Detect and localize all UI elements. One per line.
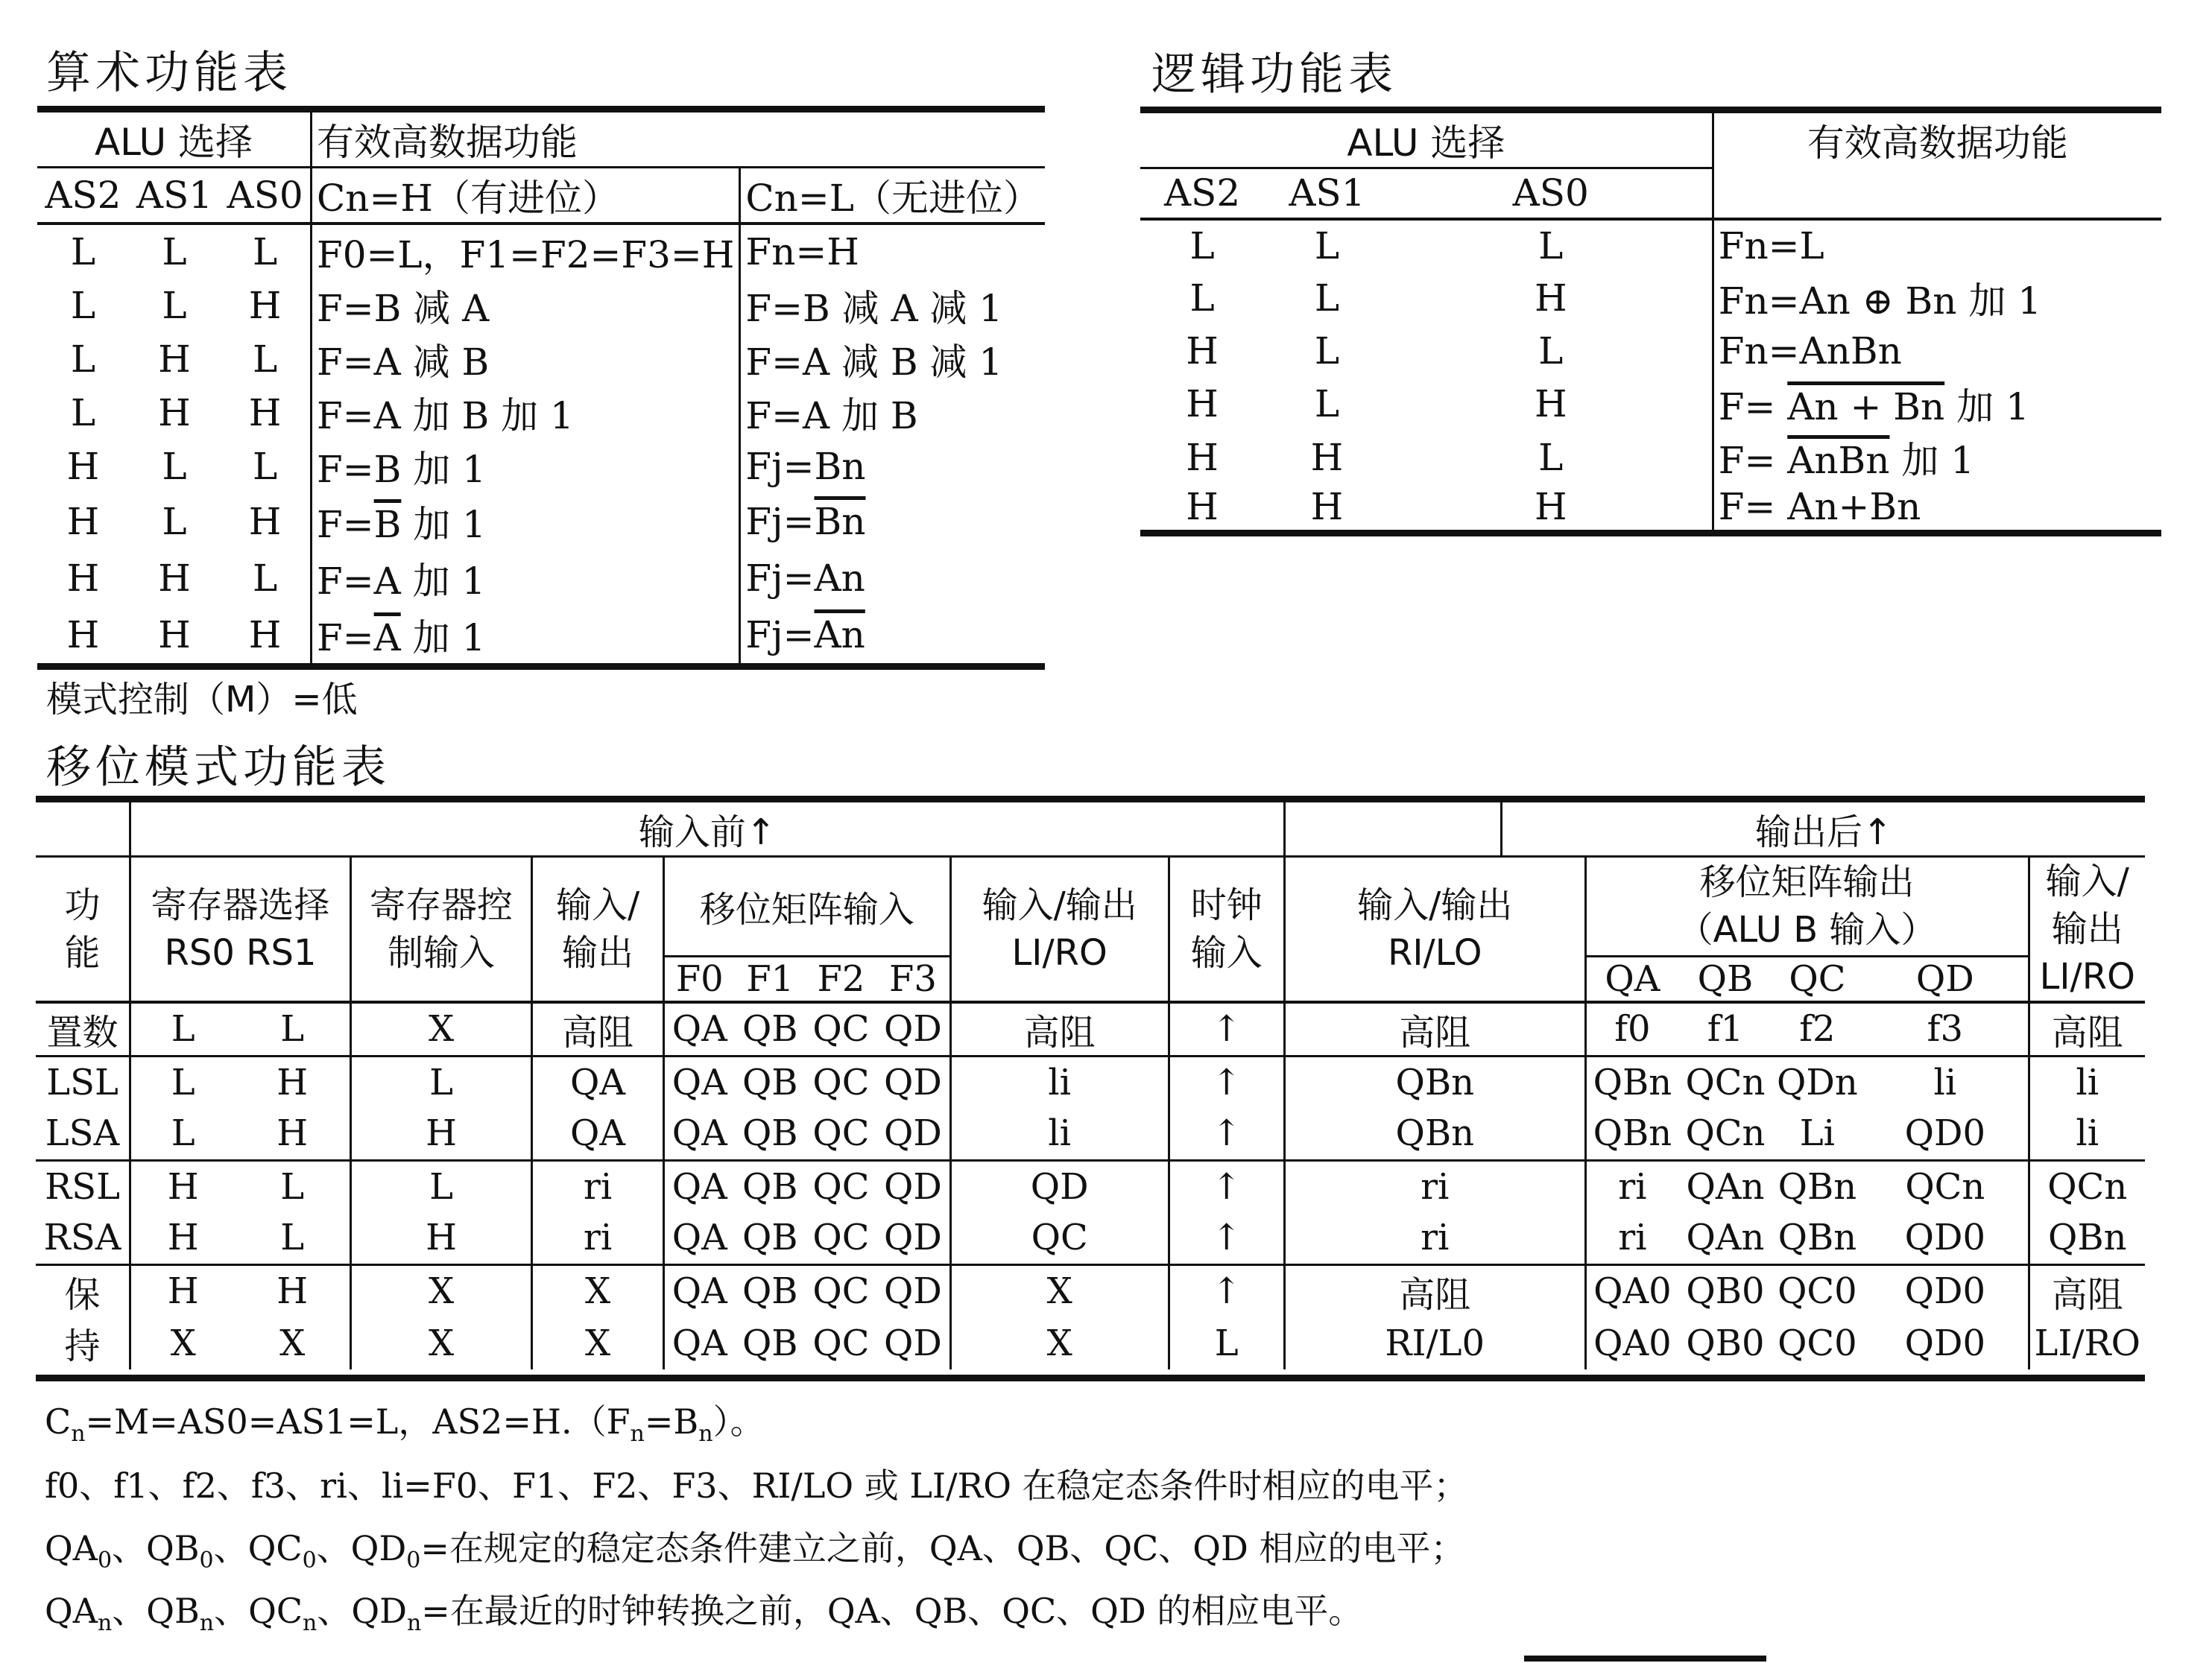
shift-cell-clock: ↑ <box>1169 1212 1284 1264</box>
shift-cell-rs0: L <box>171 1112 195 1155</box>
arith-cell-as1: H <box>158 391 191 434</box>
arith-cn-low-header: Cn=L（无进位） <box>745 177 1040 220</box>
logic-cell-function: Fn=AnBn <box>1718 329 1902 373</box>
shift-cell-matrix-in: QB <box>742 1322 798 1364</box>
logic-cell-function: Fn=An ⊕ Bn 加 1 <box>1718 279 2042 323</box>
shift-cell-control: H <box>350 1212 531 1264</box>
arith-cell-as0: H <box>220 606 311 666</box>
arith-cell-cn-high: F=A 加 1 <box>312 550 740 606</box>
arith-cell-cn-low: Fj=An <box>745 557 865 600</box>
arith-row <box>37 606 1045 666</box>
formula-prefix: F= <box>317 615 374 659</box>
shift-cell-clock: ↑ <box>1169 1264 1284 1317</box>
shift-header-register-control: 寄存器控 制输入 <box>350 856 531 1002</box>
shift-cell-matrix-in: QB <box>742 1061 798 1103</box>
shift-cell-matrix-in: QC <box>812 1270 870 1312</box>
arith-col-as0: AS0 <box>220 168 311 224</box>
shift-cell-matrix-out: QB0 <box>1686 1270 1765 1312</box>
shift-cell-rs1: H <box>235 1264 350 1317</box>
shift-cell-io: 高阻 <box>532 1002 664 1057</box>
formula-suffix: 加 1 <box>1944 384 2029 428</box>
shift-cell-clock: ↑ <box>1169 1108 1284 1160</box>
shift-cell-matrix-out: QA0 <box>1593 1270 1672 1312</box>
shift-cell-matrix-in: QC <box>812 1322 870 1364</box>
logic-row <box>1140 219 2161 271</box>
arith-row <box>37 332 1045 386</box>
formula-suffix: 加 1 <box>401 503 486 546</box>
formula-negated-term: $\overline{B}$ <box>373 503 402 546</box>
arith-cell-cn-high <box>312 493 740 550</box>
logic-cell-as1: L <box>1314 276 1340 320</box>
shift-cell-matrix-out: li <box>1862 1056 2029 1108</box>
shift-cell-liro-out: li <box>2076 1112 2099 1155</box>
logic-cell-function: Fn=L <box>1718 224 1824 267</box>
shift-cell-matrix-in: QD <box>876 1108 950 1160</box>
shift-cell-rs1: H <box>235 1108 350 1160</box>
logic-col-as1: AS1 <box>1289 171 1365 215</box>
arith-cell-as0: H <box>220 279 311 332</box>
shift-cell-matrix-out: Li <box>1799 1112 1835 1155</box>
logic-table <box>1140 113 2161 536</box>
shift-row <box>36 1002 2145 1057</box>
arith-cn-high-header: Cn=H（有进位） <box>312 168 740 224</box>
arith-effective-header: 有效高数据功能 <box>317 121 578 164</box>
shift-col-f0: F0 <box>663 956 734 1001</box>
shift-cell-rs0: H <box>167 1165 199 1208</box>
shift-bottom-rule <box>36 1375 2145 1381</box>
note-levels: f0、f1、f2、f3、ri、li=F0、F1、F2、F3、RI/LO 或 LI/RO 在稳定态条件时相应的电平； <box>45 1466 1468 1506</box>
shift-cell-matrix-out: QBn <box>1593 1061 1672 1103</box>
shift-cell-rilo: QBn <box>1284 1056 1585 1108</box>
shift-cell-rs0: H <box>167 1217 199 1259</box>
shift-cell-rs1: H <box>235 1056 350 1108</box>
arith-cell-as2: L <box>70 284 96 327</box>
arith-cell-cn-low: Fn=H <box>745 230 859 273</box>
logic-row <box>1140 271 2161 325</box>
arith-row <box>37 550 1045 606</box>
shift-blank <box>1284 802 1501 856</box>
logic-effective-header: 有效高数据功能 <box>1807 121 2068 165</box>
shift-cell-matrix-out: ri <box>1618 1165 1647 1208</box>
logic-cell-as0: H <box>1390 484 1713 533</box>
shift-row <box>36 1317 2145 1369</box>
arith-cell-as0: L <box>220 550 311 606</box>
arith-cell-as2: H <box>66 500 100 543</box>
arith-cell-as1: L <box>162 445 187 488</box>
shift-cell-function: RSA <box>36 1212 130 1264</box>
arith-cell-as0: L <box>220 440 311 493</box>
shift-cell-io: X <box>532 1317 664 1369</box>
arith-cell-cn-high: F=A 加 B 加 1 <box>312 386 740 440</box>
shift-cell-matrix-in: QA <box>672 1270 727 1312</box>
arith-cell-cn-low: F=A 加 B <box>745 394 918 437</box>
shift-cell-liro: QD <box>950 1160 1169 1212</box>
shift-header-liro: 输入/输出 LI/RO <box>950 856 1169 1002</box>
shift-cell-matrix-out: f0 <box>1614 1008 1651 1050</box>
arith-cell-cn-high: F=A 减 B <box>312 332 740 386</box>
arith-cell-cn-low: F=B 减 A 减 1 <box>745 287 1003 330</box>
shift-header-clock: 时钟 输入 <box>1169 856 1284 1002</box>
shift-cell-rs0: L <box>171 1061 195 1103</box>
shift-cell-control: X <box>350 1317 531 1369</box>
shift-cell-liro-out: li <box>2076 1061 2099 1103</box>
shift-cell-matrix-in: QA <box>672 1061 727 1103</box>
shift-cell-liro: QC <box>950 1212 1169 1264</box>
arith-cell-as0: H <box>220 493 311 550</box>
logic-cell-as0: L <box>1390 219 1713 271</box>
formula-negated-term: $\overline{Bn}$ <box>814 500 866 543</box>
logic-cell-as0: H <box>1390 377 1713 431</box>
formula-negated-term: An + Bn <box>1787 384 1945 428</box>
shift-col-qa: QA <box>1585 956 1678 1001</box>
arith-cell-as2: H <box>66 557 100 600</box>
shift-cell-matrix-out: ri <box>1618 1217 1647 1259</box>
shift-cell-function: 置数 <box>36 1002 130 1057</box>
arith-cell-as0: L <box>220 332 311 386</box>
shift-cell-rs1: L <box>235 1160 350 1212</box>
shift-body <box>36 1002 2145 1369</box>
arith-cell-cn-high: F0=L，F1=F2=F3=H <box>312 224 740 279</box>
logic-row <box>1140 377 2161 431</box>
shift-cell-liro-out: QBn <box>2047 1217 2127 1259</box>
shift-header-matrix-output: 移位矩阵输出 （ALU B 输入） <box>1585 856 2029 956</box>
note-cn: $C_n=M=AS0=AS1=L$，$AS2=H.(F_n=B_n)$。 <box>45 1401 765 1448</box>
shift-cell-io: ri <box>532 1212 664 1264</box>
shift-cell-function: RSL <box>36 1160 130 1212</box>
shift-cell-matrix-in: QB <box>742 1217 798 1259</box>
logic-cell-as1: L <box>1314 224 1340 267</box>
arith-cell-as2: L <box>70 338 96 381</box>
shift-header-register-select: 寄存器选择 RS0 RS1 <box>130 856 351 1002</box>
shift-cell-matrix-in: QB <box>742 1008 798 1050</box>
shift-col-f1: F1 <box>735 956 806 1001</box>
shift-cell-matrix-in: QA <box>672 1322 727 1364</box>
formula-prefix: F= <box>1718 438 1788 482</box>
formula-prefix: Fj= <box>745 612 815 656</box>
shift-col-qb: QB <box>1678 956 1772 1001</box>
shift-cell-liro-out: 高阻 <box>2051 1011 2123 1054</box>
shift-cell-rilo: QBn <box>1284 1108 1585 1160</box>
shift-col-qd: QD <box>1862 956 2029 1001</box>
arith-col-as1: AS1 <box>136 174 213 217</box>
shift-cell-matrix-in: QD <box>876 1002 950 1057</box>
shift-cell-liro: X <box>950 1264 1169 1317</box>
logic-cell-as1: L <box>1314 381 1340 425</box>
logic-cell-as2: L <box>1189 224 1215 267</box>
logic-cell-as2: H <box>1186 381 1219 425</box>
formula-negated-term: $\overline{A}$ <box>373 615 401 659</box>
shift-cell-liro-out: LI/RO <box>2034 1322 2140 1364</box>
shift-cell-matrix-out: f3 <box>1862 1002 2029 1057</box>
shift-before-header: 输入前↑ <box>130 802 1285 856</box>
formula-negated-term: AnBn <box>1787 438 1890 482</box>
shift-row <box>36 1212 2145 1264</box>
arith-cell-as2: H <box>66 445 100 488</box>
shift-cell-rs1: X <box>235 1317 350 1369</box>
shift-cell-matrix-out: QAn <box>1686 1165 1765 1208</box>
shift-cell-control: L <box>350 1160 531 1212</box>
shift-cell-rs1: L <box>235 1002 350 1057</box>
shift-cell-matrix-out: QD0 <box>1862 1317 2029 1369</box>
shift-cell-control: X <box>350 1002 531 1057</box>
mode-control-note: 模式控制（M）=低 <box>46 679 358 720</box>
shift-cell-io: X <box>532 1264 664 1317</box>
shift-cell-matrix-out: QD0 <box>1862 1108 2029 1160</box>
shift-cell-io: QA <box>532 1108 664 1160</box>
shift-cell-matrix-out: QBn <box>1593 1112 1672 1155</box>
arith-cell-as1: L <box>162 500 187 543</box>
shift-cell-rs0: L <box>171 1008 195 1050</box>
arith-cell-cn-high <box>312 606 740 666</box>
shift-cell-function: LSA <box>36 1108 130 1160</box>
shift-cell-matrix-in: QC <box>812 1008 870 1050</box>
logic-top-rule <box>1140 107 2161 113</box>
arith-row <box>37 279 1045 332</box>
logic-col-as0: AS0 <box>1390 168 1713 219</box>
shift-cell-matrix-in: QD <box>876 1212 950 1264</box>
arith-cell-cn-low <box>740 606 1045 666</box>
bottom-rule <box>1524 1656 1766 1662</box>
arith-row <box>37 440 1045 493</box>
shift-cell-matrix-in: QD <box>876 1056 950 1108</box>
shift-header-function: 功 能 <box>36 856 130 1002</box>
arith-cell-as1: H <box>158 612 191 656</box>
logic-cell-as1: H <box>1310 435 1344 479</box>
arith-cell-cn-low: Fj=Bn <box>745 445 866 488</box>
shift-cell-control: X <box>350 1264 531 1317</box>
shift-cell-matrix-in: QA <box>672 1217 727 1259</box>
logic-row <box>1140 431 2161 484</box>
logic-cell-as2: H <box>1186 435 1219 479</box>
shift-row <box>36 1160 2145 1212</box>
shift-cell-clock: ↑ <box>1169 1056 1284 1108</box>
shift-cell-function: 保 <box>36 1264 130 1317</box>
shift-col-f2: F2 <box>806 956 876 1001</box>
arith-cell-cn-low <box>740 493 1045 550</box>
shift-col-f3: F3 <box>876 956 950 1001</box>
shift-row <box>36 1108 2145 1160</box>
shift-cell-liro: li <box>950 1056 1169 1108</box>
shift-cell-matrix-in: QC <box>812 1165 870 1208</box>
arith-cell-as2: L <box>70 391 96 434</box>
shift-cell-matrix-in: QC <box>812 1112 870 1155</box>
formula-suffix: 加 1 <box>400 615 486 659</box>
logic-cell-as2: H <box>1186 485 1219 529</box>
arith-row <box>37 224 1045 279</box>
logic-cell-as1: L <box>1314 329 1340 373</box>
shift-cell-matrix-in: QB <box>742 1165 798 1208</box>
arith-col-as2: AS2 <box>45 174 121 217</box>
shift-cell-matrix-in: QC <box>812 1217 870 1259</box>
shift-cell-matrix-out: f1 <box>1707 1008 1744 1050</box>
arith-cell-as1: H <box>158 338 191 381</box>
shift-cell-liro: 高阻 <box>950 1002 1169 1057</box>
shift-cell-matrix-in: QB <box>742 1270 798 1312</box>
shift-row <box>36 1056 2145 1108</box>
shift-cell-matrix-out: QCn <box>1685 1061 1766 1103</box>
arith-row <box>37 386 1045 440</box>
formula-suffix: 加 1 <box>1889 438 1975 482</box>
shift-header-io: 输入/ 输出 <box>532 856 664 1002</box>
logic-cell-function <box>1713 377 2161 431</box>
shift-cell-liro-out: 高阻 <box>2051 1273 2123 1316</box>
arith-cell-as0: L <box>220 224 311 279</box>
shift-cell-matrix-out: QAn <box>1686 1217 1765 1259</box>
logic-cell-as0: L <box>1390 325 1713 377</box>
arith-cell-as2: H <box>66 612 100 656</box>
arith-cell-as0: H <box>220 386 311 440</box>
shift-cell-function: LSL <box>36 1056 130 1108</box>
shift-cell-rilo: ri <box>1284 1212 1585 1264</box>
arith-cell-as1: L <box>162 230 187 273</box>
shift-cell-matrix-out: QD0 <box>1862 1264 2029 1317</box>
shift-col-qc: QC <box>1772 956 1863 1001</box>
formula-prefix: F= <box>1718 384 1788 428</box>
shift-cell-liro-out: QCn <box>2047 1165 2128 1208</box>
shift-cell-function: 持 <box>36 1317 130 1369</box>
logic-cell-function: F= An+Bn <box>1718 485 1921 529</box>
logic-cell-as0: H <box>1390 271 1713 325</box>
arith-row <box>37 493 1045 550</box>
arith-alu-select-header: ALU 选择 <box>37 113 312 168</box>
shift-cell-clock: ↑ <box>1169 1160 1284 1212</box>
arith-title: 算术功能表 <box>46 47 292 99</box>
arith-cell-cn-high: F=B 加 1 <box>312 440 740 493</box>
shift-cell-matrix-in: QA <box>672 1165 727 1208</box>
shift-cell-matrix-out: QD0 <box>1862 1212 2029 1264</box>
shift-cell-matrix-in: QA <box>672 1008 727 1050</box>
shift-top-rule <box>36 796 2145 802</box>
shift-cell-control: H <box>350 1108 531 1160</box>
shift-cell-matrix-in: QD <box>876 1264 950 1317</box>
logic-cell-as0: L <box>1390 431 1713 484</box>
shift-header-matrix-input: 移位矩阵输入 <box>663 856 950 956</box>
logic-title: 逻辑功能表 <box>1151 48 1397 101</box>
shift-cell-rilo: ri <box>1284 1160 1585 1212</box>
shift-cell-matrix-out: QC0 <box>1777 1322 1857 1364</box>
arith-cell-cn-low: F=A 减 B 减 1 <box>745 340 1003 384</box>
shift-cell-rilo: RI/L0 <box>1284 1317 1585 1369</box>
shift-table <box>36 802 2145 1369</box>
logic-cell-function <box>1713 431 2161 484</box>
shift-cell-rs1: L <box>235 1212 350 1264</box>
shift-blank <box>36 802 130 856</box>
shift-cell-rs0: H <box>167 1270 199 1312</box>
shift-cell-liro: X <box>950 1317 1169 1369</box>
shift-after-header: 输出后↑ <box>1754 811 1893 853</box>
shift-cell-matrix-in: QD <box>876 1160 950 1212</box>
formula-prefix: F= <box>317 503 374 546</box>
shift-cell-matrix-out: QBn <box>1777 1165 1857 1208</box>
arith-cell-as1: H <box>158 557 191 600</box>
logic-cell-as2: L <box>1189 276 1215 320</box>
shift-cell-rs0: X <box>170 1322 196 1364</box>
shift-cell-clock: L <box>1169 1317 1284 1369</box>
shift-cell-rilo: 高阻 <box>1284 1002 1585 1057</box>
shift-cell-matrix-out: QB0 <box>1686 1322 1765 1364</box>
shift-cell-clock: ↑ <box>1169 1002 1284 1057</box>
arith-table <box>37 113 1045 670</box>
shift-title: 移位模式功能表 <box>46 741 391 794</box>
formula-negated-term: $\overline{An}$ <box>814 612 865 656</box>
logic-alu-select-header: ALU 选择 <box>1140 113 1713 168</box>
shift-header-liro-out: 输入/输出 LI/RO <box>2039 860 2135 998</box>
shift-cell-control: L <box>350 1056 531 1108</box>
shift-cell-io: ri <box>532 1160 664 1212</box>
arith-top-rule <box>37 106 1045 113</box>
logic-col-as2: AS2 <box>1163 171 1241 215</box>
shift-cell-liro: li <box>950 1108 1169 1160</box>
shift-cell-matrix-out: QC0 <box>1777 1270 1857 1312</box>
logic-row <box>1140 325 2161 377</box>
formula-prefix: Fj= <box>745 500 815 543</box>
shift-cell-matrix-in: QD <box>876 1317 950 1369</box>
shift-cell-matrix-out: QA0 <box>1593 1322 1672 1364</box>
shift-cell-matrix-out: QDn <box>1777 1061 1858 1103</box>
shift-cell-matrix-out: f2 <box>1799 1008 1836 1050</box>
arith-cell-cn-high: F=B 减 A <box>312 279 740 332</box>
shift-cell-matrix-out: QBn <box>1777 1217 1857 1259</box>
shift-cell-matrix-out: QCn <box>1862 1160 2029 1212</box>
shift-cell-matrix-in: QA <box>672 1112 727 1155</box>
logic-cell-as2: H <box>1186 329 1219 373</box>
note-before-steady: $QA_0$、$QB_0$、$QC_0$、$QD_0=$在规定的稳定态条件建立之前，QA、QB、QC、QD 相应的电平； <box>45 1528 1465 1574</box>
logic-cell-as1: H <box>1310 485 1344 529</box>
shift-cell-matrix-in: QB <box>742 1112 798 1155</box>
shift-cell-matrix-in: QC <box>812 1061 870 1103</box>
shift-header-rilo: 输入/输出 RI/LO <box>1284 856 1585 1002</box>
shift-cell-matrix-out: QCn <box>1685 1112 1766 1155</box>
logic-row <box>1140 484 2161 533</box>
arith-cell-as1: L <box>162 284 187 327</box>
shift-cell-io: QA <box>532 1056 664 1108</box>
shift-cell-rilo: 高阻 <box>1284 1264 1585 1317</box>
shift-row <box>36 1264 2145 1317</box>
arith-cell-as2: L <box>70 230 96 273</box>
note-before-clock: $QA_n$、$QB_n$、$QC_n$、$QD_n=$在最近的时钟转换之前，QA、QB、QC、QD 的相应电平。 <box>45 1591 1363 1637</box>
